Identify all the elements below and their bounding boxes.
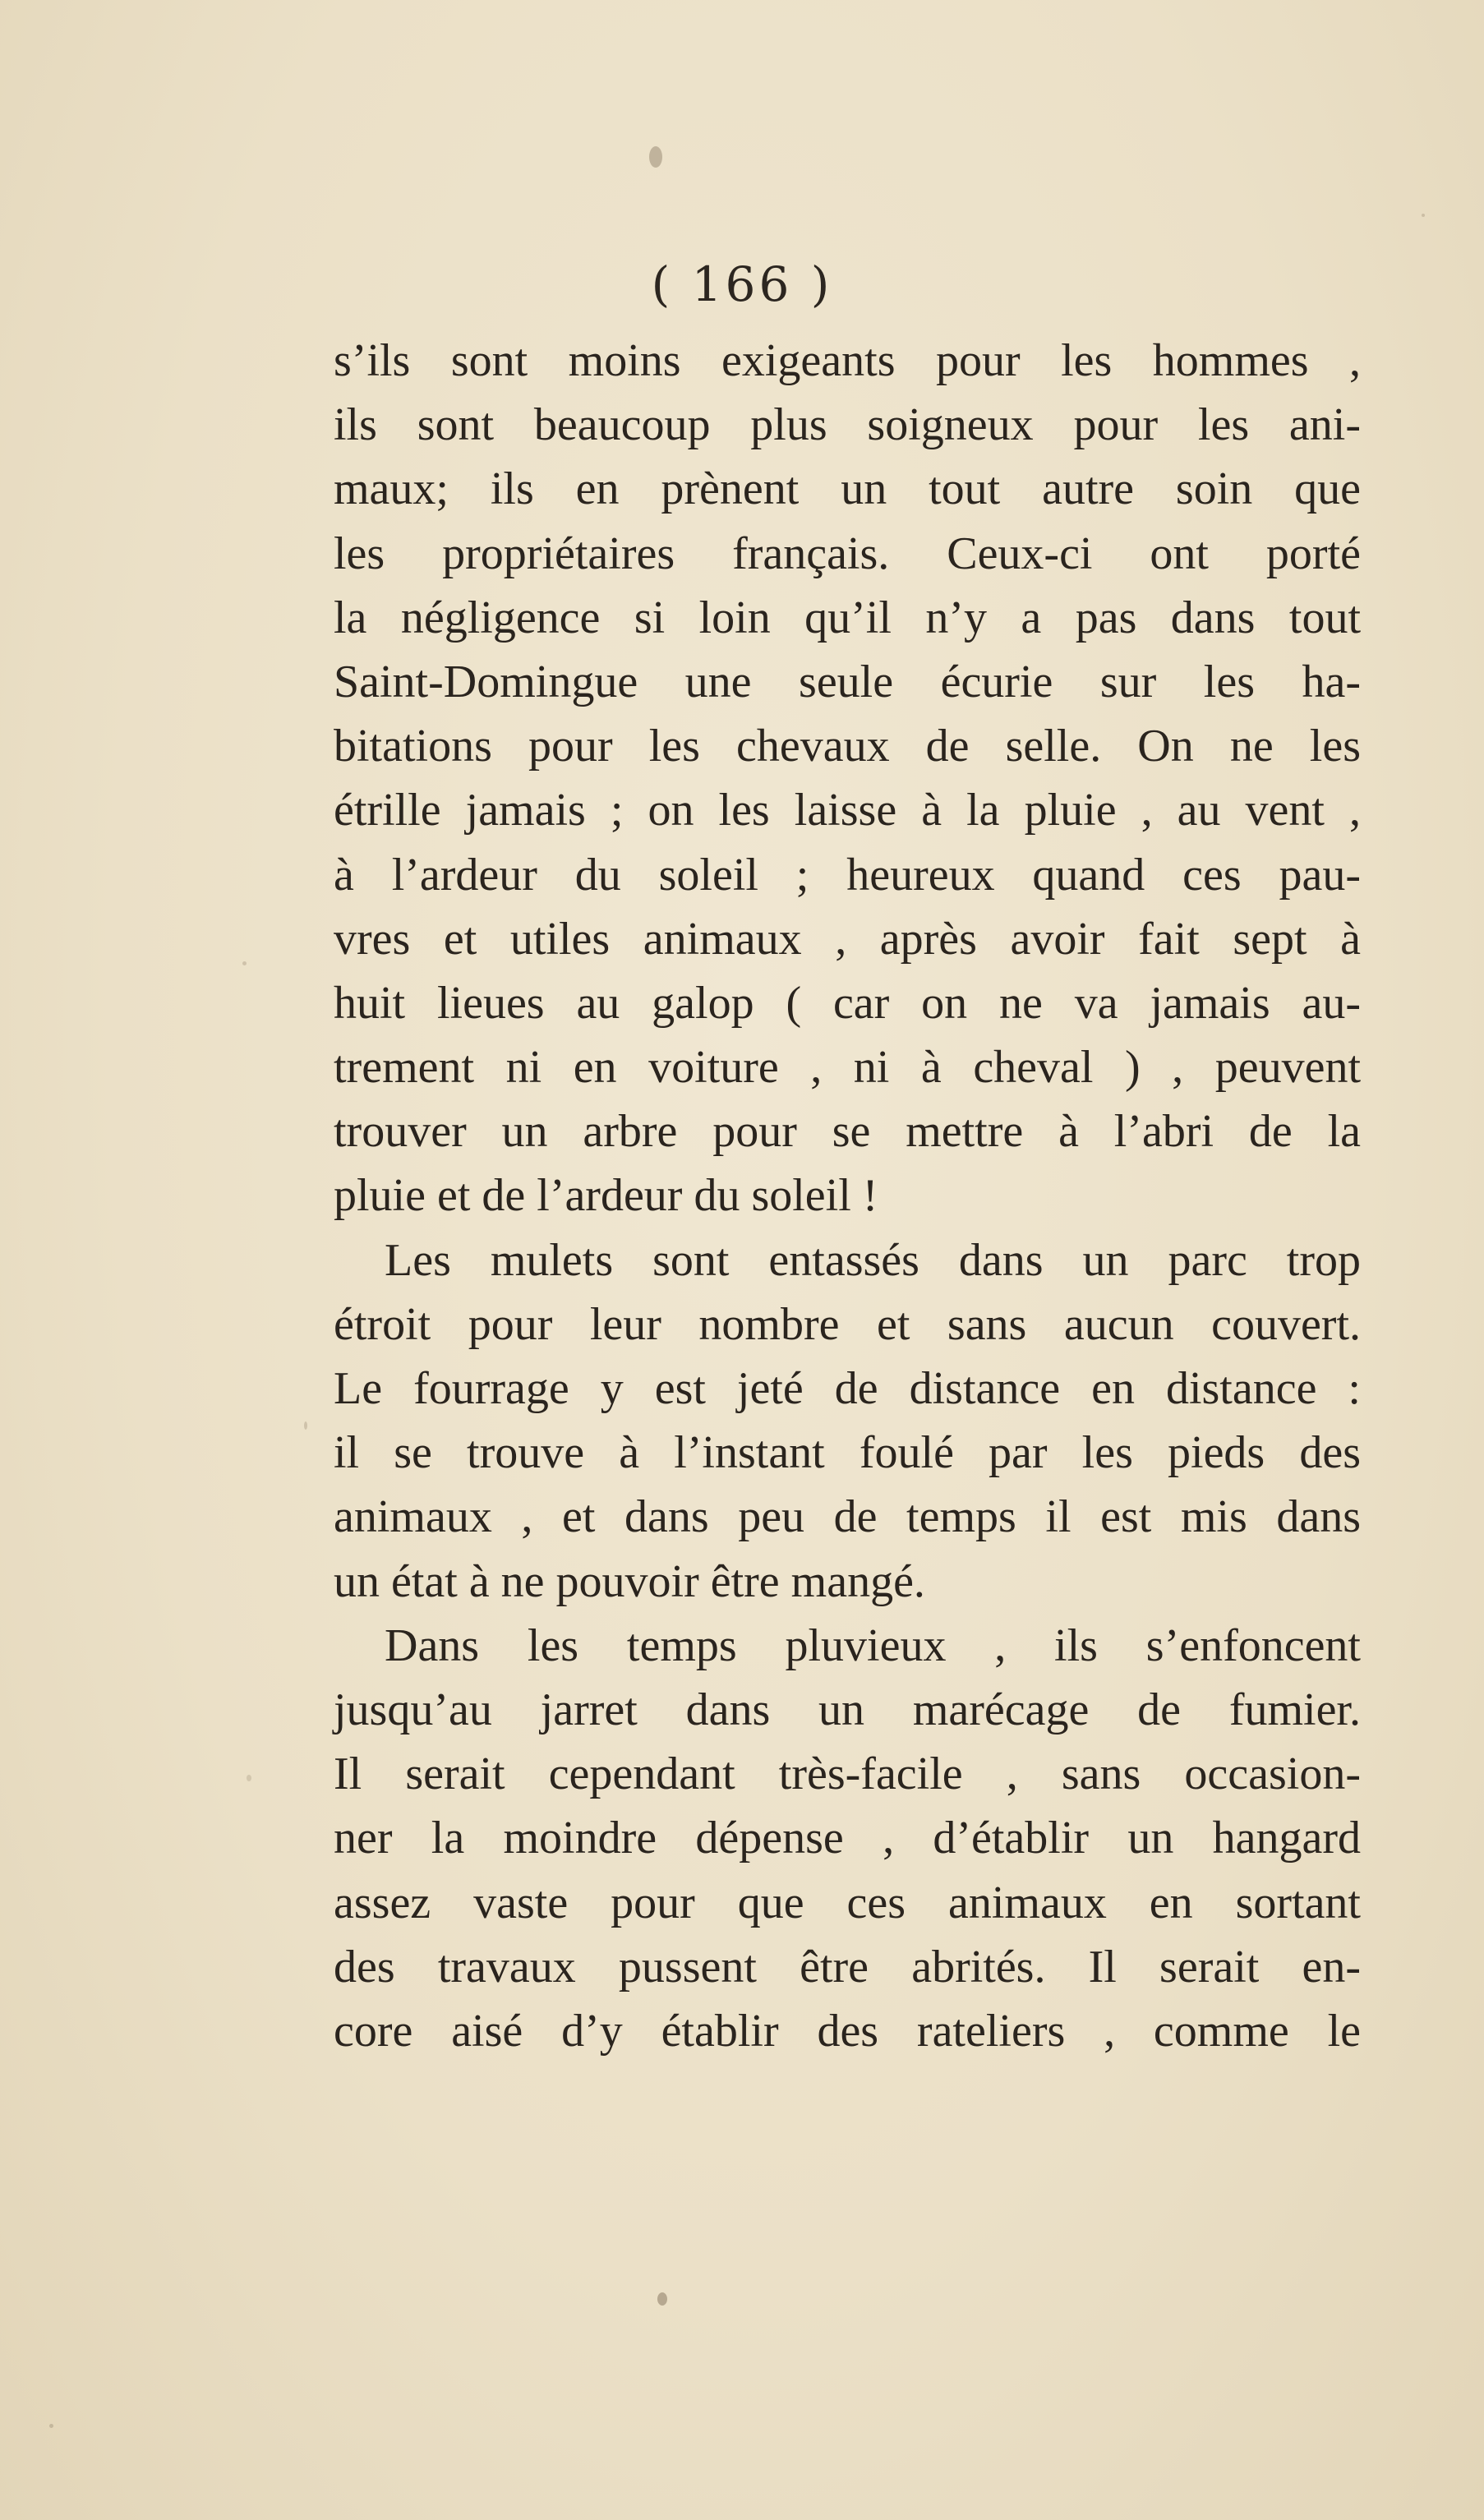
ink-speck xyxy=(247,1775,251,1781)
text-line: maux; ils en prènent un tout autre soin que xyxy=(334,463,1361,515)
text-line: des travaux pussent être abrités. Il serait en- xyxy=(334,1941,1361,1993)
text-line: huit lieues au galop ( car on ne va jamais au- xyxy=(334,977,1361,1029)
body-text xyxy=(334,329,1361,2063)
text-line: assez vaste pour que ces animaux en sortant xyxy=(334,1877,1361,1928)
text-line: trouver un arbre pour se mettre à l’abri de la xyxy=(334,1106,1361,1158)
text-line: ner la moindre dépense , d’établir un hangard xyxy=(334,1813,1361,1864)
ink-speck xyxy=(49,2424,53,2428)
text-line: pluie et de l’ardeur du soleil ! xyxy=(334,1170,878,1222)
ink-speck xyxy=(1422,214,1425,217)
text-line: trement ni en voiture , ni à cheval ) , peuvent xyxy=(334,1042,1361,1094)
text-line: étroit pour leur nombre et sans aucun couvert. xyxy=(334,1298,1361,1350)
text-line: un état à ne pouvoir être mangé. xyxy=(334,1555,925,1607)
text-line: s’ils sont moins exigeants pour les hommes , xyxy=(334,335,1361,386)
paragraph xyxy=(334,1228,1361,1614)
text-line: animaux , et dans peu de temps il est mis dans xyxy=(334,1491,1361,1543)
text-line: Le fourrage y est jeté de distance en distance : xyxy=(334,1363,1361,1414)
text-line: Dans les temps pluvieux , ils s’enfoncent xyxy=(385,1619,1361,1671)
ink-speck xyxy=(304,1421,307,1430)
text-line: vres et utiles animaux , après avoir fait sept à xyxy=(334,913,1361,965)
text-line: jusqu’au jarret dans un marécage de fumier. xyxy=(334,1684,1361,1735)
text-line: ils sont beaucoup plus soigneux pour les ani- xyxy=(334,399,1361,451)
text-line: Saint-Domingue une seule écurie sur les ha- xyxy=(334,656,1361,707)
text-line: étrille jamais ; on les laisse à la pluie , au vent , xyxy=(334,785,1361,836)
text-line: Il serait cependant très-facile , sans occasion- xyxy=(334,1748,1361,1800)
paragraph xyxy=(334,1614,1361,2063)
paragraph xyxy=(334,329,1361,1228)
text-line: core aisé d’y établir des rateliers , comme le xyxy=(334,2005,1361,2057)
text-line: les propriétaires français. Ceux-ci ont porté xyxy=(334,527,1361,579)
ink-speck xyxy=(242,961,247,965)
text-line: il se trouve à l’instant foulé par les pieds des xyxy=(334,1427,1361,1479)
ink-speck xyxy=(649,146,662,168)
text-line: Les mulets sont entassés dans un parc trop xyxy=(385,1234,1361,1286)
text-line: bitations pour les chevaux de selle. On ne les xyxy=(334,721,1361,772)
text-line: à l’ardeur du soleil ; heureux quand ces pau- xyxy=(334,849,1361,901)
page-number: ( 166 ) xyxy=(651,256,833,312)
ink-speck xyxy=(657,2292,667,2306)
text-line: la négligence si loin qu’il n’y a pas dans tout xyxy=(334,592,1361,643)
